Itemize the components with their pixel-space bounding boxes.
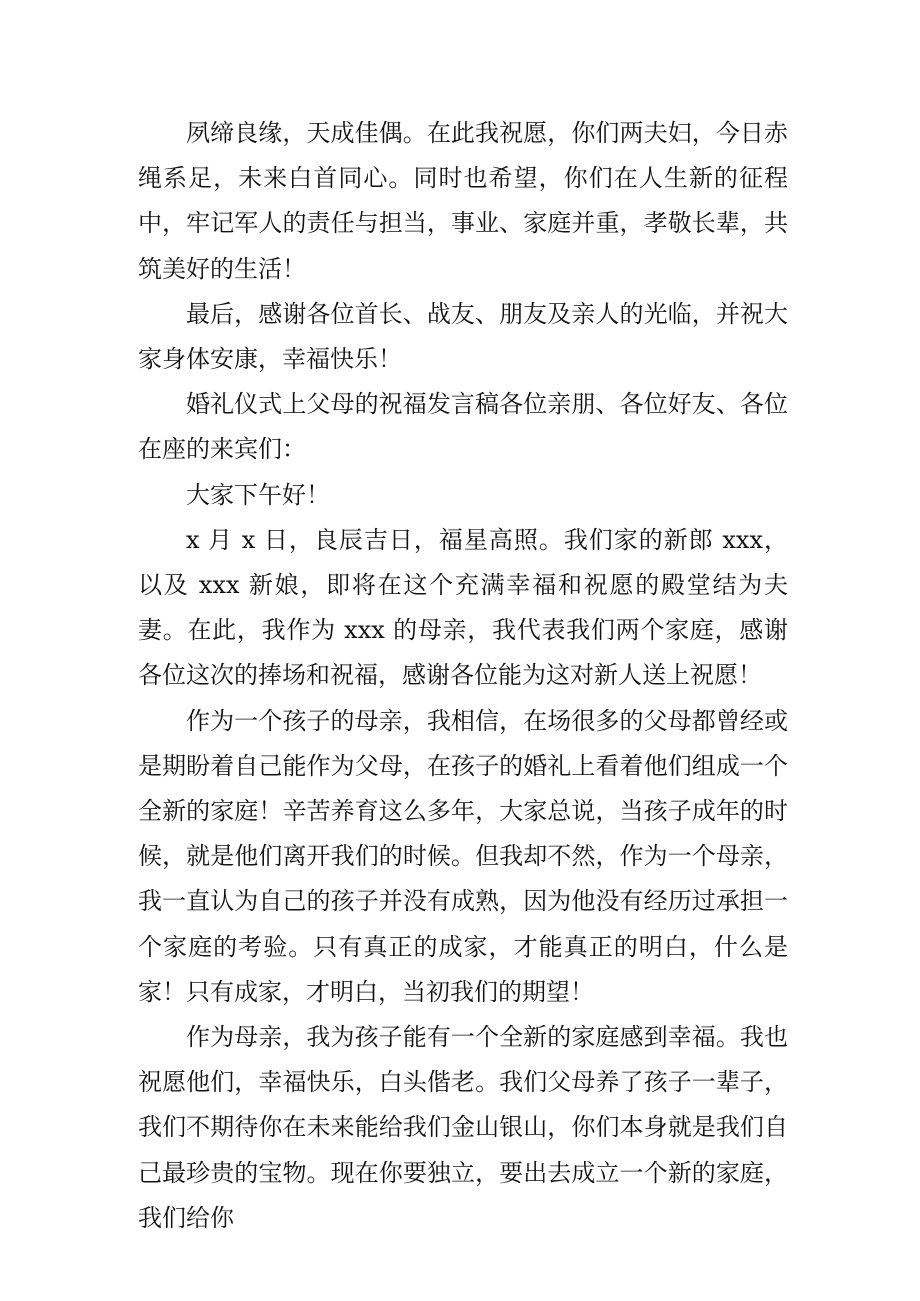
paragraph-wedding-intro: x 月 x 日，良辰吉日，福星高照。我们家的新郎 xxx，以及 xxx 新娘，即将在这个充满幸福和祝愿的殿堂结为夫妻。在此，我作为 xxx 的母亲，我代表我们两个家庭，感谢各位这次的捧场和祝福，感谢各位能为这对新人送上祝愿！ [138, 525, 788, 690]
paragraph-mother-wishes: 作为母亲，我为孩子能有一个全新的家庭感到幸福。我也祝愿他们，幸福快乐，白头偕老。我们父母养了孩子一辈子，我们不期待你在未来能给我们金山银山，你们本身就是我们自己最珍贵的宝物。现在你要独立，要出去成立一个新的家庭，我们给你 [138, 1023, 788, 1232]
paragraph-greeting: 大家下午好！ [186, 480, 330, 509]
paragraph-speech-title: 婚礼仪式上父母的祝福发言稿各位亲朋、各位好友、各位在座的来宾们： [138, 390, 788, 464]
paragraph-mother-reflection: 作为一个孩子的母亲，我相信，在场很多的父母都曾经或是期盼着自己能作为父母，在孩子的婚礼上看着他们组成一个全新的家庭！辛苦养育这么多年，大家总说，当孩子成年的时候，就是他们离开我们的时候。但我却不然，作为一个母亲，我一直认为自己的孩子并没有成熟，因为他没有经历过承担一个家庭的考验。只有真正的成家，才能真正的明白，什么是家！只有成家，才明白，当初我们的期望！ [138, 706, 788, 1006]
paragraph-thanks: 最后，感谢各位首长、战友、朋友及亲人的光临，并祝大家身体安康，幸福快乐！ [138, 299, 788, 374]
document-page [138, 111, 788, 1241]
paragraph-blessing: 夙缔良缘，天成佳偶。在此我祝愿，你们两夫妇，今日赤绳系足，未来白首同心。同时也希望，你们在人生新的征程中，牢记军人的责任与担当，事业、家庭并重，孝敬长辈，共筑美好的生活！ [138, 119, 788, 283]
